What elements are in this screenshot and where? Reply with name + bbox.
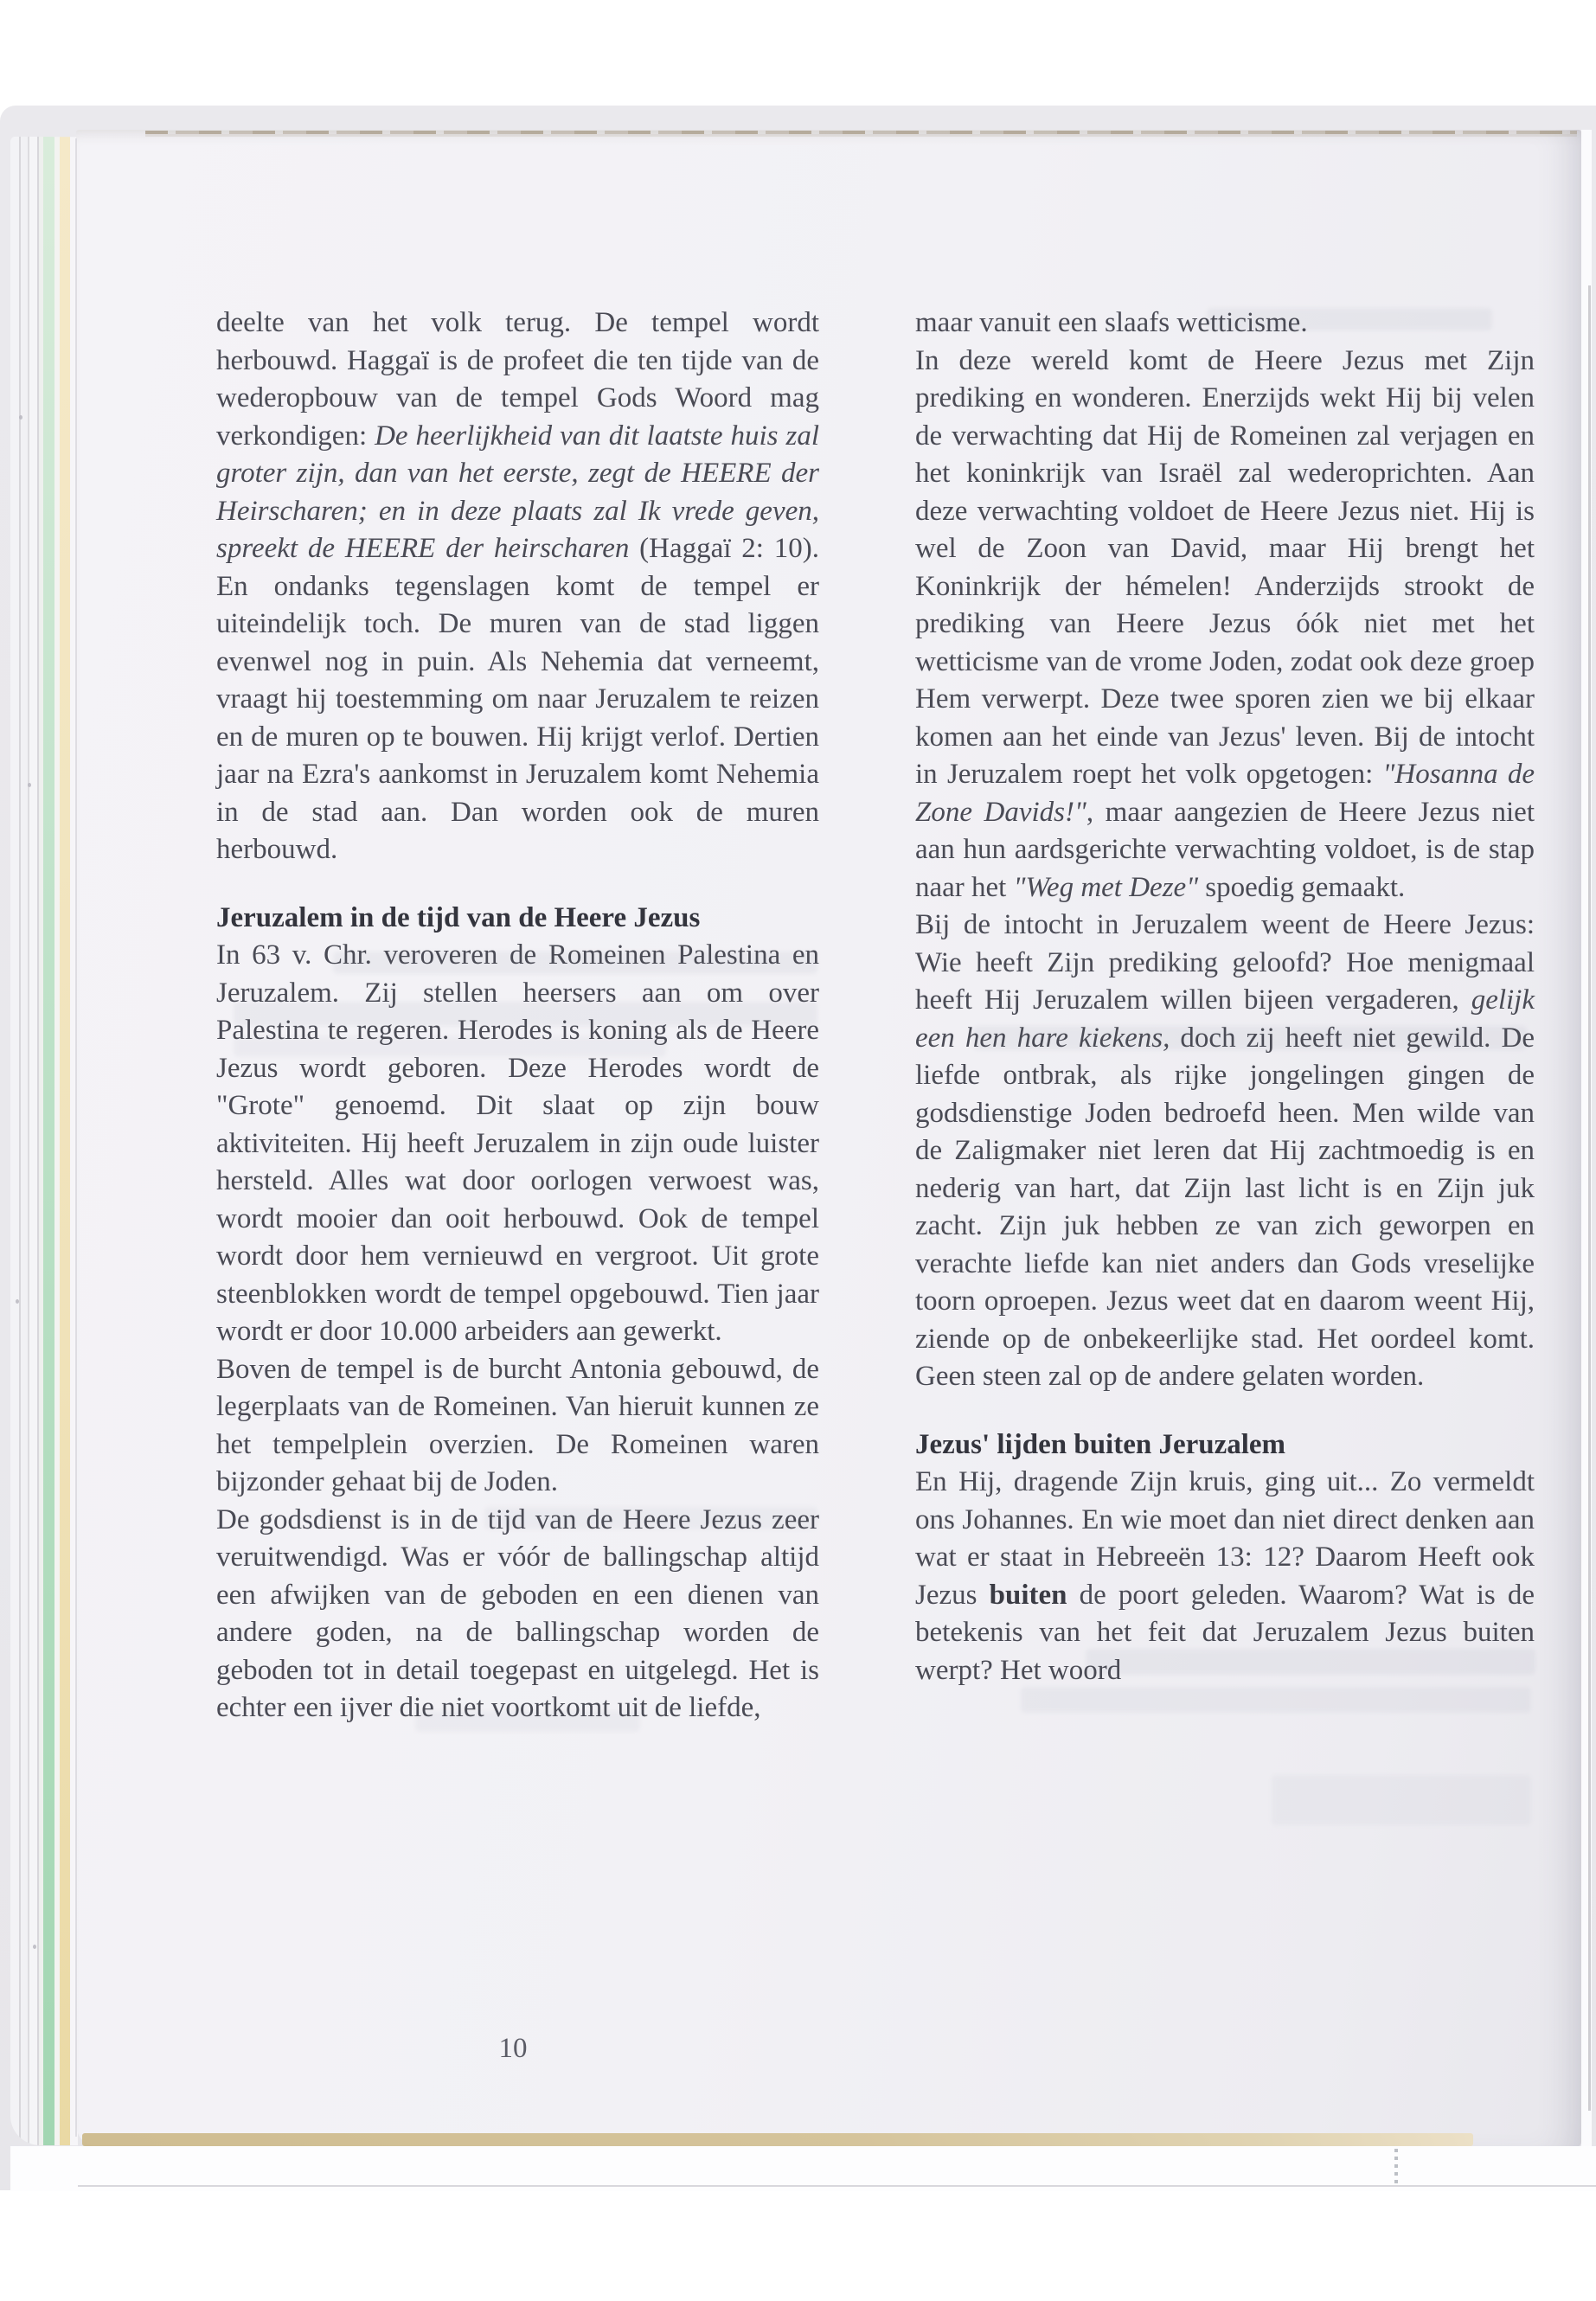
paragraph: [216, 304, 819, 869]
page-top-edge: [145, 131, 1577, 134]
text-segment-italic: gelijk een hen hare kiekens,: [915, 984, 1535, 1054]
bleed-through-ghost: [1021, 1687, 1531, 1713]
page-left-edge-line: [75, 138, 77, 2137]
paragraph: [915, 1464, 1535, 1689]
page-bottom-edge: [82, 2133, 1473, 2146]
section-heading: [216, 900, 819, 938]
page-edge-strip: [29, 137, 37, 2145]
text-segment: (Haggaï 2: 10). En ondanks tegenslagen komt de tempel er uiteindelijk toch. De muren van de stad liggen evenwel nog in puin. Als Nehemia dat verneemt, vraagt hij toestemming om naar Jeruzalem te reizen en de muren op te bouwen. Hij krijgt verlof. Dertien jaar na Ezra's aankomst in Jeruzalem komt Nehemia in de stad aan. Dan worden ook de muren herbouwd.: [216, 533, 819, 865]
text-segment: spoedig gemaakt.: [1198, 871, 1406, 903]
text-segment: Jeruzalem in de tijd van de Heere Jezus: [216, 901, 701, 933]
paragraph: [915, 304, 1535, 343]
paragraph: [915, 907, 1535, 1396]
paragraph: [915, 343, 1535, 907]
paragraph: [216, 937, 819, 1351]
text-segment-italic: "Hosanna de Zone Davids!": [915, 759, 1535, 828]
text-segment: In 63 v. Chr. veroveren de Romeinen Palestina en Jeruzalem. Zij stellen heersers aan om over Palestina te regeren. Herodes is koning als de Heere Jezus wordt geboren. Deze Herodes wordt de "Grote" genoemd. Dit slaat op zijn bouw aktiviteiten. Hij heeft Jeruzalem in zijn oude luister hersteld. Alles wat door oorlogen verwoest was, wordt mooier dan ooit herbouwd. Ook de tempel wordt door hem vernieuwd en vergroot. Uit grote steenblokken wordt de tempel opgebouwd. Tien jaar wordt er door 10.000 arbeiders aan gewerkt.: [216, 939, 819, 1347]
text-segment: Bij de intocht in Jeruzalem weent de Heere Jezus: Wie heeft Zijn prediking geloofd? Hoe menigmaal heeft Hij Jeruzalem willen bijeen vergaderen,: [915, 909, 1535, 1016]
text-segment: deelte van het volk terug. De tempel wordt herbouwd. Haggaï is de profeet die ten tijde van de wederopbouw van de tempel Gods Woord mag verkondigen:: [216, 307, 819, 452]
staple-mark: [1394, 2149, 1398, 2185]
text-segment: de poort geleden. Waarom? Wat is de betekenis van het feit dat Jeruzalem Jezus buiten werpt? Het woord: [915, 1579, 1535, 1686]
text-segment: En Hij, dragende Zijn kruis, ging uit... Zo vermeldt ons Johannes. En wie moet dan niet direct denken aan wat er staat in Hebreeën 13: 12? Daarom Heeft ook Jezus: [915, 1466, 1535, 1611]
dust-speck: [16, 1299, 19, 1304]
page-number: 10: [498, 2033, 528, 2064]
page-edge-stack: [10, 137, 78, 2145]
text-column-right: [915, 304, 1535, 1689]
text-segment: doch zij heeft niet gewild. De liefde ontbrak, als rijke jongelingen gingen de godsdienstige Joden bedroefd heen. Men wilde van de Zaligmaker niet leren dat Hij zachtmoedig is en nederig van hart, dat Zijn last licht is en Zijn juk zacht. Zijn juk hebben ze van zich geworpen en verachte liefde kan niet anders dan Gods vreselijke toorn oproepen. Jezus weet dat en daarom weent Hij, ziende op de onbekeerlijke stad. Het oordeel komt. Geen steen zal op de andere gelaten worden.: [915, 1022, 1535, 1392]
text-segment: Boven de tempel is de burcht Antonia gebouwd, de legerplaats van de Romeinen. Van hieruit kunnen ze het tempelplein overzien. De Romeinen waren bijzonder gehaat bij de Joden.: [216, 1353, 819, 1497]
dust-speck: [28, 783, 31, 787]
page-edge-strip: [21, 137, 28, 2145]
text-segment-italic: De heerlijkheid van dit laatste huis zal groter zijn, dan van het eerste, zegt de HEERE der Heirscharen; en in deze plaats zal Ik vrede geven, spreekt de HEERE der heirscharen: [216, 420, 819, 564]
page-edge-strip-green: [43, 137, 54, 2145]
text-segment-italic: "Weg met Deze": [1013, 871, 1199, 903]
text-segment: Jezus' lijden buiten Jeruzalem: [915, 1428, 1286, 1460]
text-segment: , maar aangezien de Heere Jezus niet aan hun aardsgerichte verwachting voldoet, is de stap naar het: [915, 796, 1535, 903]
page-edge-strip-cream: [60, 137, 70, 2145]
text-column-left: [216, 304, 819, 1727]
scan-bottom-line: [78, 2185, 1596, 2187]
spine-edge-line: [1588, 285, 1591, 2111]
paragraph: [216, 1351, 819, 1502]
text-segment-bold: buiten: [989, 1579, 1067, 1611]
text-segment: De godsdienst is in de tijd van de Heere Jezus zeer veruitwendigd. Was er vóór de ballingschap altijd een afwijken van de geboden en een dienen van andere goden, na de ballingschap worden de geboden tot in detail toegepast en uitgelegd. Het is echter een ijver die niet voortkomt uit de liefde,: [216, 1503, 819, 1723]
text-segment: In deze wereld komt de Heere Jezus met Zijn prediking en wonderen. Enerzijds wekt Hij bij velen de verwachting dat Hij de Romeinen zal verjagen en het koninkrijk van Israël zal wederoprichten. Aan deze verwachting voldoet de Heere Jezus niet. Hij is wel de Zoon van David, maar Hij brengt het Koninkrijk der hémelen! Anderzijds strookt de prediking van Heere Jezus óók niet met het wetticisme van de vrome Joden, zodat ook deze groep Hem verwerpt. Deze twee sporen zien we bij elkaar komen aan het einde van Jezus' leven. Bij de intocht in Jeruzalem roept het volk opgetogen:: [915, 344, 1535, 790]
page-edge-strip: [10, 137, 19, 2145]
text-segment: maar vanuit een slaafs wetticisme.: [915, 307, 1308, 338]
bleed-through-ghost: [1272, 1775, 1531, 1825]
section-heading: [915, 1426, 1535, 1465]
dust-speck: [33, 1945, 36, 1949]
paragraph: [216, 1502, 819, 1727]
dust-speck: [19, 415, 22, 420]
